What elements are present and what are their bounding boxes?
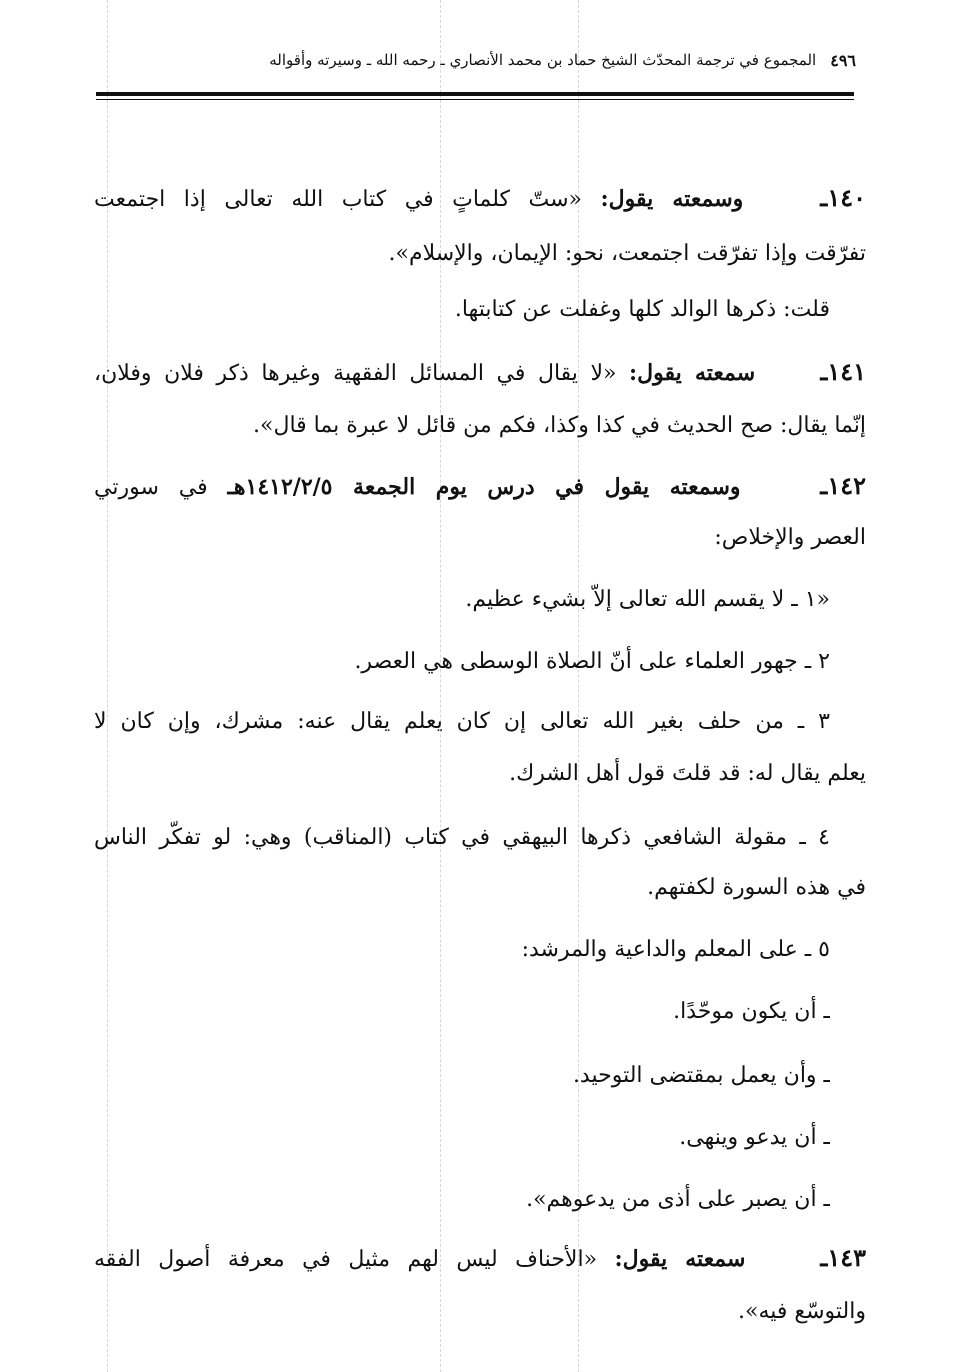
item-141-line-1 [94, 350, 866, 394]
page-number: ٤٩٦ [830, 50, 856, 70]
item-143-line-2: والتوسّع فيه». [738, 1299, 866, 1324]
header-rule-thin [96, 99, 854, 100]
item-142-point-3-line-2: يعلم يقال له: قد قلتَ قول أهل الشرك. [509, 761, 866, 786]
item-143-line-1 [94, 1236, 866, 1280]
header-rule [96, 92, 854, 96]
item-142-point-2: ٢ ـ جهور العلماء على أنّ الصلاة الوسطى هي العصر. [354, 649, 830, 674]
item-lead: وسمعته يقول: [600, 186, 744, 212]
item-text: «لا يقال في المسائل الفقهية وغيرها ذكر فلان وفلان، [94, 361, 617, 386]
item-number: ١٤٣ـ [820, 1243, 866, 1272]
item-142-point-1: «١ ـ لا يقسم الله تعالى إلاّ بشيء عظيم. [465, 587, 830, 612]
header-title: المجموع في ترجمة المحدّث الشيخ حماد بن محمد الأنصاري ـ رحمه الله ـ وسيرته وأقواله [269, 51, 817, 69]
item-142-point-4-line-1: ٤ ـ مقولة الشافعي ذكرها البيهقي في كتاب (المناقب) وهي: لو تفكّر الناس [94, 825, 830, 850]
item-lead: سمعته يقول: [614, 1246, 746, 1272]
item-number: ١٤٠ـ [820, 183, 866, 212]
item-text: في سورتي [94, 475, 208, 500]
item-140-note: قلت: ذكرها الوالد كلها وغفلت عن كتابتها. [454, 297, 830, 322]
running-header [96, 46, 856, 74]
item-142-bullet-3: ـ أن يدعو وينهى. [679, 1125, 830, 1150]
item-141-line-2: إنّما يقال: صح الحديث في كذا وكذا، فكم من قائل لا عبرة بما قال». [253, 413, 866, 438]
item-text: «الأحناف ليس لهم مثيل في معرفة أصول الفقه [94, 1247, 598, 1272]
item-text: «ستّ كلماتٍ في كتاب الله تعالى إذا اجتمعت [94, 187, 583, 212]
item-lead: وسمعته يقول في درس يوم الجمعة ١٤١٢/٢/٥هـ [227, 474, 741, 500]
item-142-point-4-line-2: في هذه السورة لكفتهم. [647, 875, 866, 900]
item-lead: سمعته يقول: [629, 360, 756, 386]
item-142-bullet-2: ـ وأن يعمل بمقتضى التوحيد. [572, 1063, 830, 1088]
item-number: ١٤١ـ [820, 357, 866, 386]
item-142-line-2: العصر والإخلاص: [714, 525, 866, 550]
item-142-bullet-4: ـ أن يصبر على أذى من يدعوهم». [526, 1187, 830, 1212]
item-142-point-5: ٥ ـ على المعلم والداعية والمرشد: [521, 937, 830, 962]
item-number: ١٤٢ـ [820, 471, 866, 500]
item-140-line-1 [94, 176, 866, 220]
item-142-line-1 [94, 464, 866, 508]
item-142-bullet-1: ـ أن يكون موحّدًا. [673, 999, 830, 1024]
item-142-point-3-line-1: ٣ ـ من حلف بغير الله تعالى إن كان يعلم يقال عنه: مشرك، وإن كان لا [94, 709, 830, 734]
item-140-line-2: تفرّقت وإذا تفرّقت اجتمعت، نحو: الإيمان، والإسلام». [388, 241, 866, 266]
